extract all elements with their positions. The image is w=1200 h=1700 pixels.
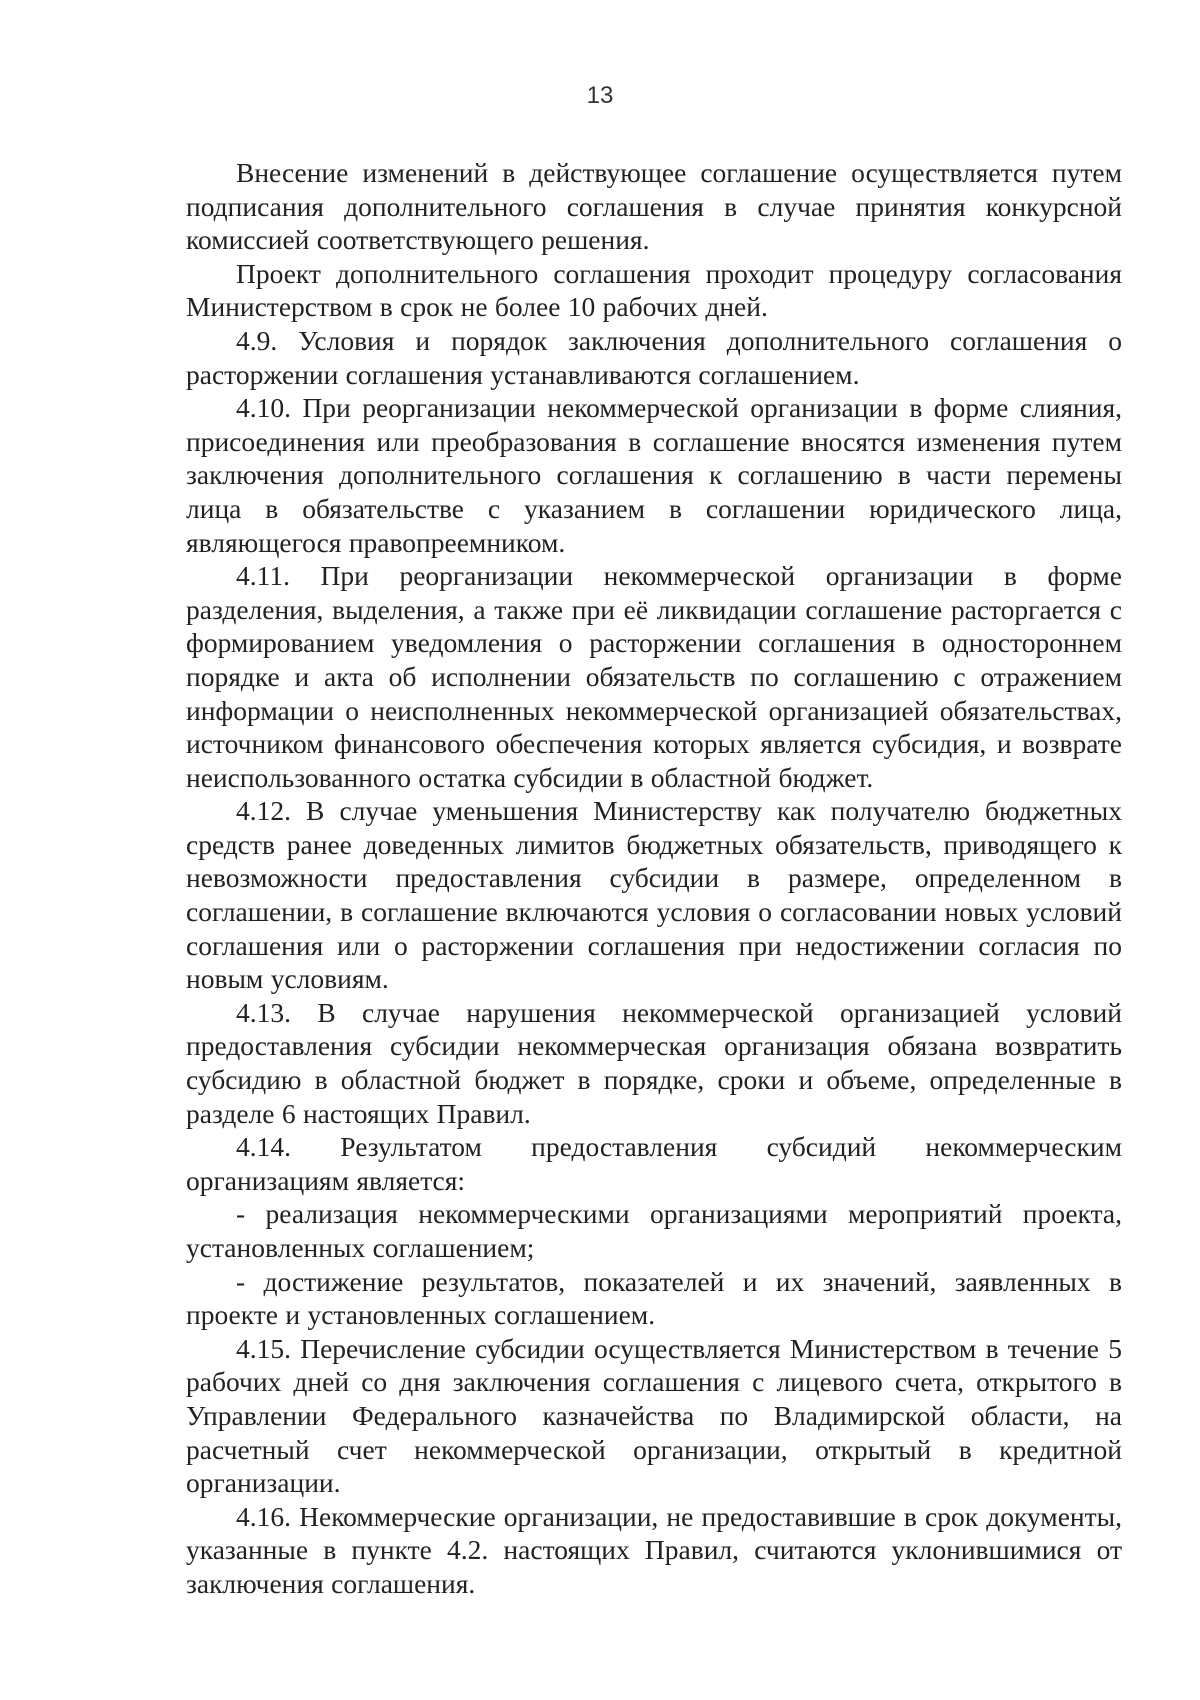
paragraph-4-9: 4.9. Условия и порядок заключения дополнительного соглашения о расторжении соглашения устанавливаются соглашением. — [186, 324, 1122, 390]
paragraph-4-12: 4.12. В случае уменьшения Министерству как получателю бюджетных средств ранее доведенных лимитов бюджетных обязательств, приводящего к невозможности предоставления субсидии в размере, определенном в соглашении, в соглашение включаются условия о согласовании новых условий соглашения или о расторжении соглашения при недостижении согласия по новым условиям. — [186, 795, 1122, 995]
list-item-result-implementation: - реализация некоммерческими организациями мероприятий проекта, установленных соглашением; — [186, 1198, 1122, 1263]
paragraph-4-10: 4.10. При реорганизации некоммерческой организации в форме слияния, присоединения или преобразования в соглашение вносятся изменения путем заключения дополнительного соглашения к соглашению в части перемены лица в обязательстве с указанием в соглашении юридического лица, являющегося правопреемником. — [186, 392, 1122, 558]
paragraph-4-16: 4.16. Некоммерческие организации, не предоставившие в срок документы, указанные в пункте 4.2. настоящих Правил, считаются уклонившимися от заключения соглашения. — [186, 1500, 1122, 1599]
paragraph-amendment-procedure: Внесение изменений в действующее соглашение осуществляется путем подписания дополнительного соглашения в случае принятия конкурсной комиссией соответствующего решения. — [186, 157, 1122, 256]
paragraph-4-13: 4.13. В случае нарушения некоммерческой организацией условий предоставления субсидии некоммерческая организация обязана возвратить субсидию в областной бюджет в порядке, сроки и объеме, определенные в разделе 6 настоящих Правил. — [186, 996, 1122, 1129]
paragraph-4-15: 4.15. Перечисление субсидии осуществляется Министерством в течение 5 рабочих дней со дня заключения соглашения с лицевого счета, открытого в Управлении Федерального казначейства по Владимирской области, на расчетный счет некоммерческой организации, открытый в кредитной организации. — [186, 1332, 1122, 1499]
paragraph-4-14: 4.14. Результатом предоставления субсидий некоммерческим организациям является: — [186, 1131, 1122, 1196]
document-body — [186, 156, 1122, 1601]
paragraph-4-11: 4.11. При реорганизации некоммерческой организации в форме разделения, выделения, а также при её ликвидации соглашение расторгается с формированием уведомления о расторжении соглашения в одностороннем порядке и акта об исполнении обязательств по соглашению с отражением информации о неисполненных некоммерческой организацией обязательствах, источником финансового обеспечения которых является субсидия, и возврате неиспользованного остатка субсидии в областной бюджет. — [186, 560, 1122, 793]
page-number: 13 — [586, 82, 614, 109]
list-item-result-achievement: - достижение результатов, показателей и их значений, заявленных в проекте и установленных соглашением. — [186, 1265, 1122, 1331]
paragraph-draft-approval: Проект дополнительного соглашения проходит процедуру согласования Министерством в срок не более 10 рабочих дней. — [186, 257, 1122, 323]
